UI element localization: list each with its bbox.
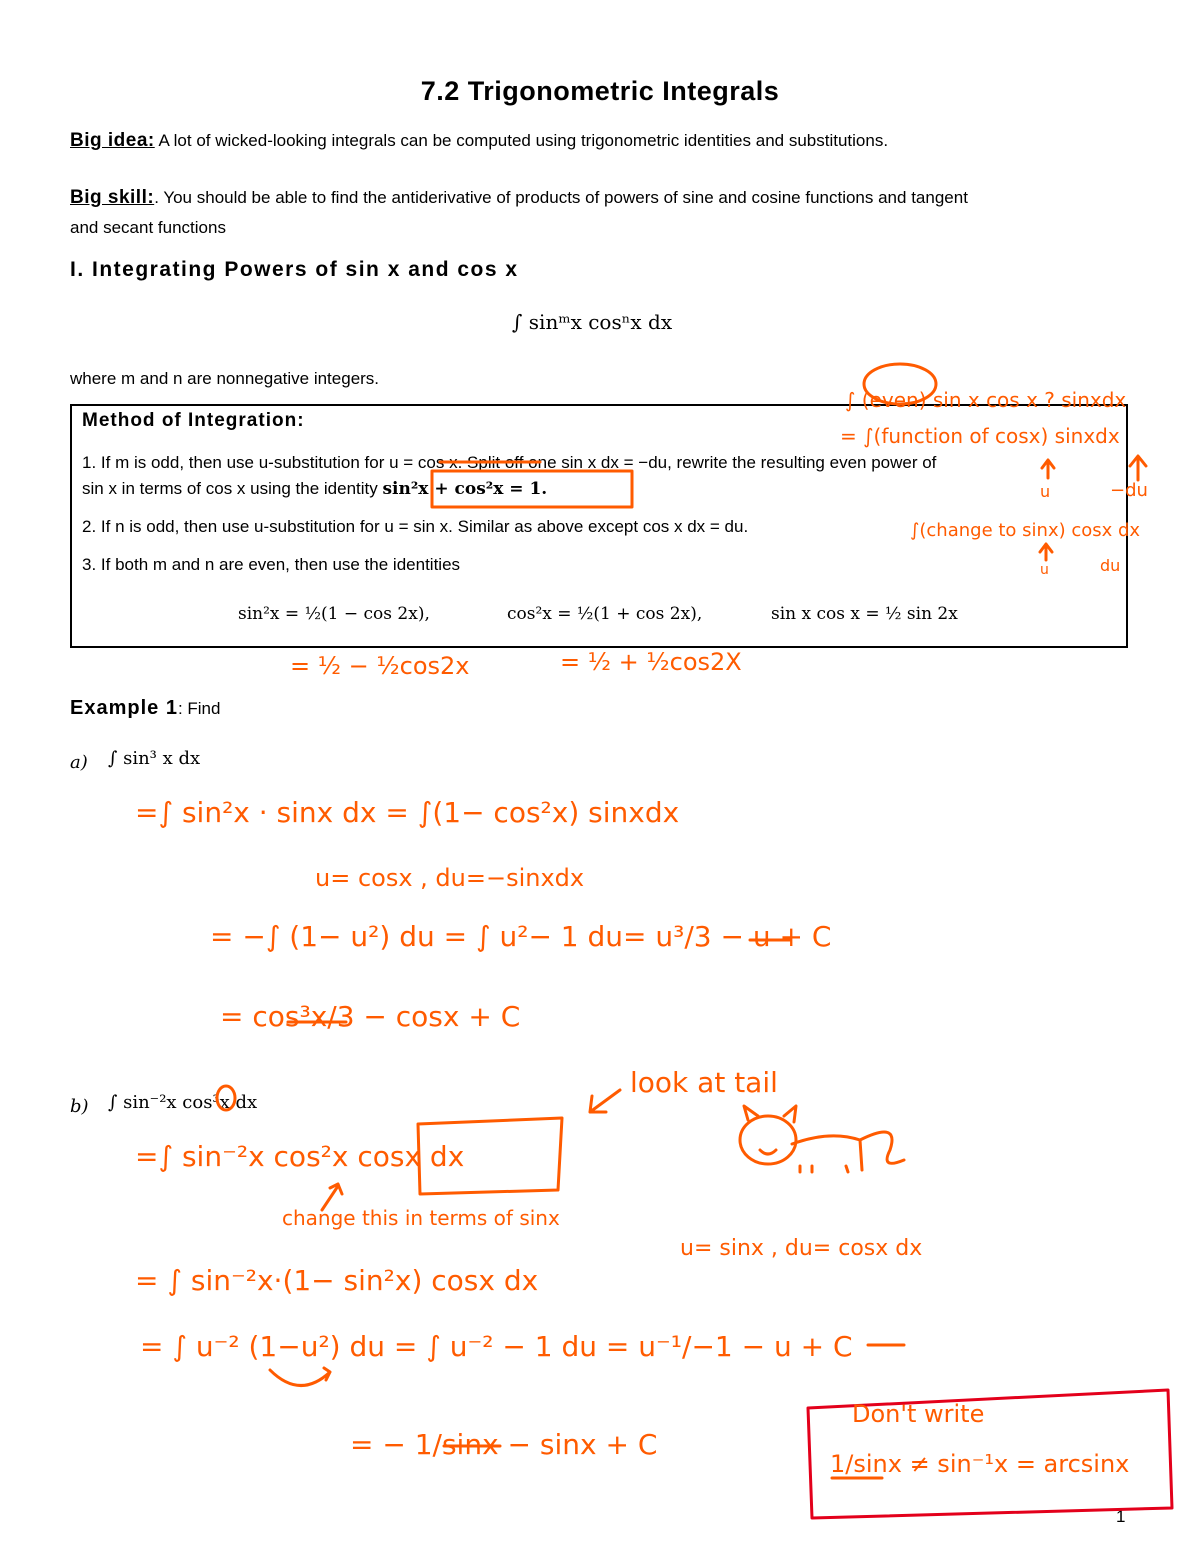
hw-b-step4: = − 1/sinx − sinx + C bbox=[350, 1428, 658, 1461]
section-heading: I. Integrating Powers of sin x and cos x bbox=[70, 258, 519, 281]
exponent-circle bbox=[217, 1086, 235, 1110]
hw-a-step1: =∫ sin²x · sinx dx = ∫(1− cos²x) sinxdx bbox=[135, 796, 680, 829]
hw-margin-change: ∫(change to sinx) cosx dx bbox=[910, 520, 1141, 541]
hw-margin-fn: = ∫(function of cosx) sinxdx bbox=[840, 424, 1120, 448]
method-heading: Method of Integration: bbox=[82, 410, 305, 431]
big-skill-text-1: . You should be able to find the antiderivative of products of powers of sine and cosine functions and tangent bbox=[154, 188, 968, 207]
part-b-integral: ∫ sin⁻²x cos³x dx bbox=[108, 1092, 258, 1113]
method-item-1: 1. If m is odd, then use u-substitution for u = cos x. Split off one sin x dx = −du, rewrite the resulting even power of bbox=[82, 453, 937, 472]
distribute-arrow bbox=[270, 1368, 330, 1386]
hw-margin-u2: u bbox=[1040, 562, 1049, 578]
general-integral: ∫ sinᵐx cosⁿx dx bbox=[512, 310, 673, 334]
hw-b-sub: u= sinx , du= cosx dx bbox=[680, 1236, 923, 1261]
hw-b-step3: = ∫ u⁻² (1−u²) du = ∫ u⁻² − 1 du = u⁻¹/−1 − u + C bbox=[140, 1330, 853, 1363]
where-text: where m and n are nonnegative integers. bbox=[70, 369, 380, 388]
hw-look-tail: look at tail bbox=[630, 1066, 778, 1099]
hw-a-step2: = −∫ (1− u²) du = ∫ u²− 1 du= u³/3 − u + C bbox=[210, 920, 832, 953]
page-title: 7.2 Trigonometric Integrals bbox=[420, 76, 780, 106]
big-skill-label: Big skill: bbox=[70, 187, 155, 208]
hw-b-step1: =∫ sin⁻²x cos²x cosx dx bbox=[135, 1140, 465, 1173]
hw-a-step3: = cos³x/3 − cosx + C bbox=[220, 1000, 521, 1033]
hw-id2-expand: = ½ + ½cos2X bbox=[560, 648, 742, 676]
part-b-label: b) bbox=[70, 1096, 89, 1117]
hw-margin-du2: du bbox=[1100, 556, 1121, 575]
method-item-3: 3. If both m and n are even, then use the identities bbox=[82, 555, 461, 574]
cat-drawing bbox=[740, 1106, 904, 1172]
arrow-up-1 bbox=[1130, 456, 1146, 480]
hw-b-step2: = ∫ sin⁻²x·(1− sin²x) cosx dx bbox=[135, 1264, 539, 1297]
example-suffix: : Find bbox=[177, 699, 221, 718]
hw-dont-write: Don't write bbox=[852, 1400, 985, 1428]
hw-a-sub: u= cosx , du=−sinxdx bbox=[315, 864, 585, 892]
look-arrow bbox=[590, 1090, 620, 1112]
hw-id1-expand: = ½ − ½cos2x bbox=[290, 652, 470, 680]
arrow-up-3 bbox=[1040, 544, 1052, 560]
hw-margin-top: ∫ (even) sin x cos x ? sinxdx bbox=[845, 388, 1127, 412]
method-item-1b-text: sin x in terms of cos x using the identity bbox=[82, 479, 383, 498]
big-skill-text-2: and secant functions bbox=[70, 218, 226, 237]
example-label: Example 1 bbox=[70, 697, 178, 719]
identity-cos-squared: cos²x = ½(1 + cos 2x), bbox=[507, 604, 703, 624]
arrow-up-2 bbox=[1042, 460, 1054, 478]
hw-margin-du: −du bbox=[1110, 480, 1148, 501]
hw-margin-u: u bbox=[1040, 482, 1051, 501]
identity-sin-cos: sin x cos x = ½ sin 2x bbox=[771, 604, 958, 624]
method-item-2: 2. If n is odd, then use u-substitution for u = sin x. Similar as above except cos x dx = du. bbox=[82, 517, 749, 536]
hw-b-change: change this in terms of sinx bbox=[282, 1206, 560, 1230]
part-a-label: a) bbox=[70, 752, 88, 773]
part-a-integral: ∫ sin³ x dx bbox=[108, 748, 201, 769]
identity-sin-squared: sin²x = ½(1 − cos 2x), bbox=[238, 604, 430, 624]
big-idea-label: Big idea: bbox=[70, 130, 155, 151]
big-idea-text: A lot of wicked-looking integrals can be computed using trigonometric identities and substitutions. bbox=[158, 131, 889, 150]
page-number: 1 bbox=[1116, 1507, 1126, 1526]
hw-warning: 1/sinx ≠ sin⁻¹x = arcsinx bbox=[830, 1450, 1130, 1478]
pythagorean-identity: sin²x + cos²x = 1. bbox=[382, 479, 548, 499]
identity-highlight-box bbox=[432, 471, 632, 507]
